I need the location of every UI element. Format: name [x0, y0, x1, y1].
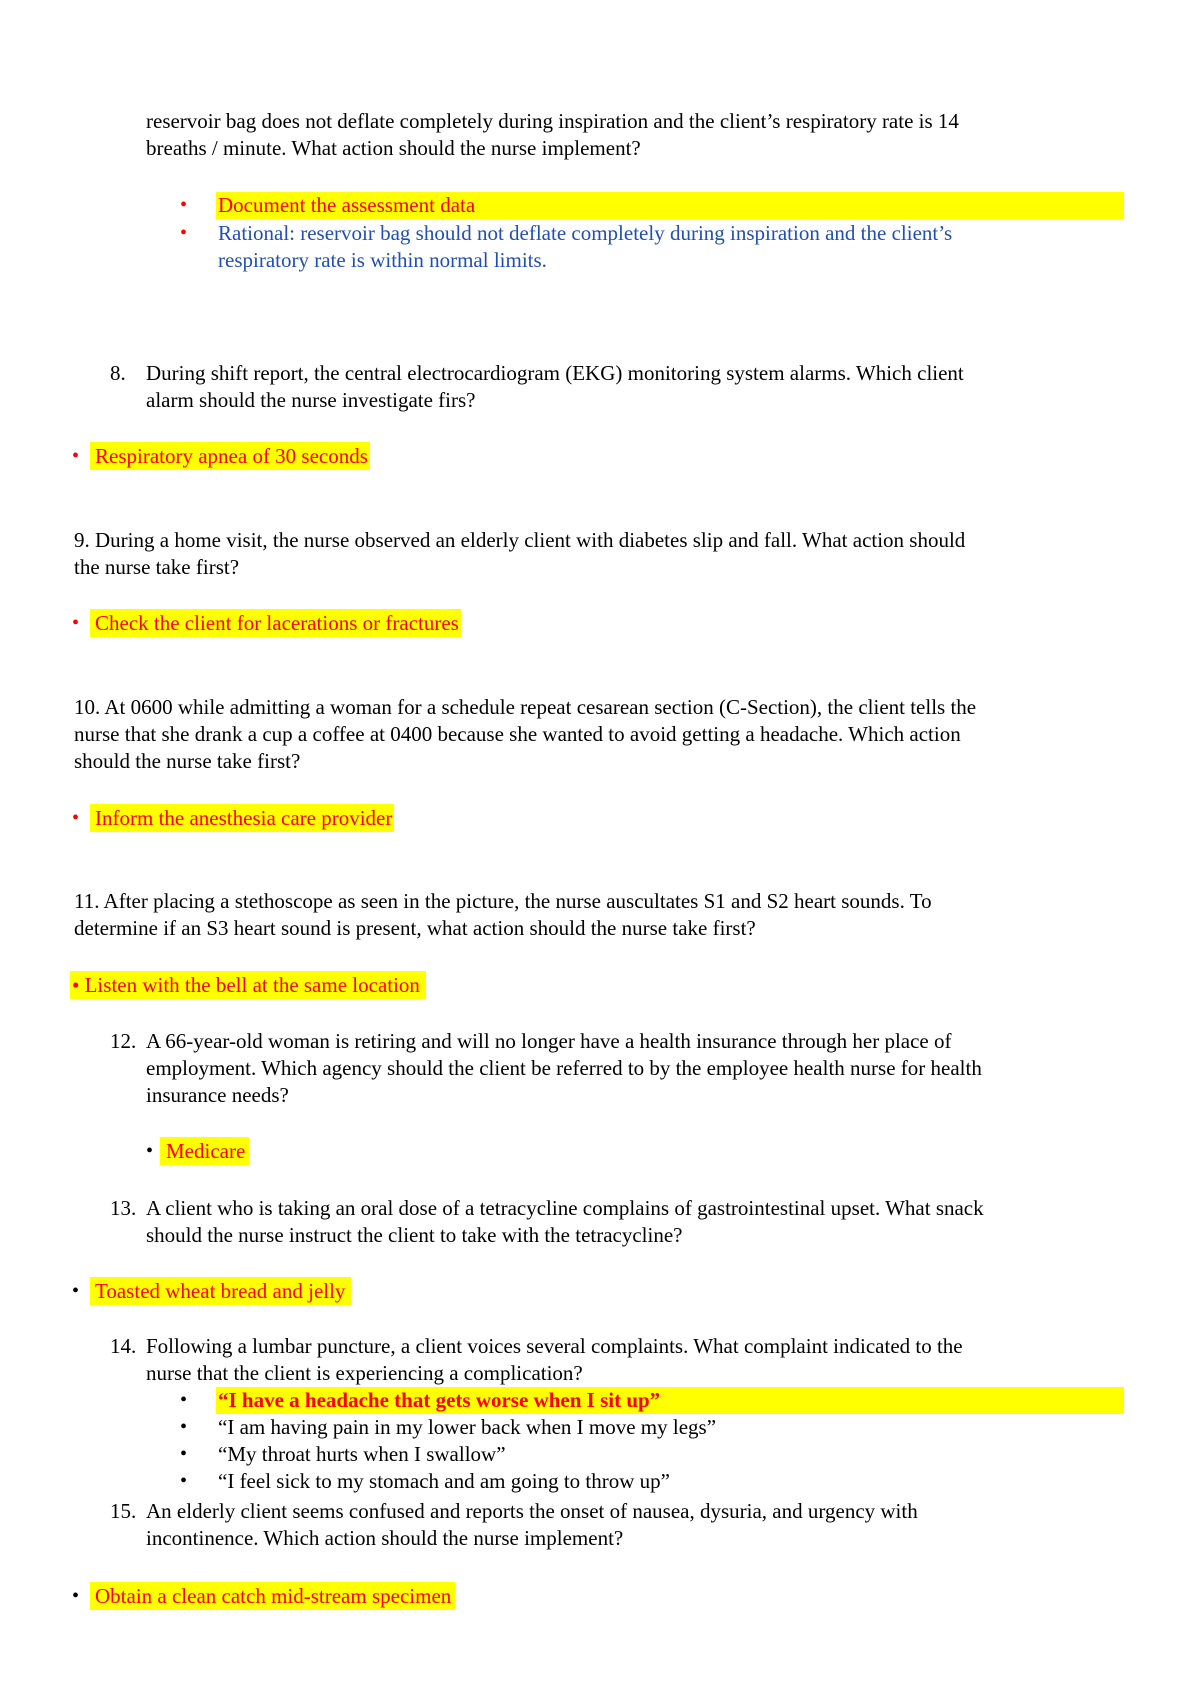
q10-answer: Inform the anesthesia care provider — [90, 804, 394, 832]
q7-question — [146, 108, 959, 162]
q12-question — [146, 1028, 982, 1109]
q12-line1: A 66-year-old woman is retiring and will no longer have a health insurance through her place of — [146, 1029, 952, 1053]
q15-number: 15. — [110, 1499, 137, 1523]
q13-answer-row — [90, 1278, 351, 1305]
q8-answer: Respiratory apnea of 30 seconds — [90, 442, 370, 470]
q14-option-4: “I feel sick to my stomach and am going to throw up” — [218, 1469, 670, 1493]
q11-question — [74, 888, 932, 942]
q10-answer-bullet: • — [72, 807, 80, 829]
q10-line3: should the nurse take first? — [74, 749, 301, 773]
q8-number: 8. — [110, 361, 126, 385]
q9-answer-row — [90, 610, 461, 637]
q9-line2: the nurse take first? — [74, 555, 240, 579]
q15-answer-row — [90, 1583, 455, 1610]
q11-answer-row — [70, 972, 426, 999]
q11-line2: determine if an S3 heart sound is present, what action should the nurse take first? — [74, 916, 756, 940]
q14-option-bullet-2: • — [180, 1416, 188, 1438]
q10-line2: nurse that she drank a cup a coffee at 0400 because she wanted to avoid getting a headache. Which action — [74, 722, 961, 746]
q15-answer-bullet: • — [72, 1585, 80, 1607]
q14-line1: Following a lumbar puncture, a client voices several complaints. What complaint indicated to the — [146, 1334, 963, 1358]
q13-line1: A client who is taking an oral dose of a tetracycline complains of gastrointestinal upset. What snack — [146, 1196, 984, 1220]
q9-answer: Check the client for lacerations or fractures — [90, 609, 461, 637]
q13-line2: should the nurse instruct the client to take with the tetracycline? — [146, 1223, 683, 1247]
q13-answer-bullet: • — [72, 1280, 80, 1302]
q7-rationale-line2: respiratory rate is within normal limits. — [218, 248, 547, 272]
q7-line1: reservoir bag does not deflate completely during inspiration and the client’s respiratory rate is 14 — [146, 109, 959, 133]
q8-question — [146, 360, 964, 414]
q12-answer-bullet: • — [146, 1140, 154, 1162]
q7-rationale — [218, 220, 952, 274]
q8-answer-bullet: • — [72, 445, 80, 467]
q7-answer: Document the assessment data — [218, 193, 476, 217]
q7-answer-bullet: • — [180, 194, 188, 216]
q7-line2: breaths / minute. What action should the nurse implement? — [146, 136, 641, 160]
q10-answer-row — [90, 805, 394, 832]
q11-line1: 11. After placing a stethoscope as seen in the picture, the nurse auscultates S1 and S2 heart sounds. To — [74, 889, 932, 913]
q9-question — [74, 527, 965, 581]
q14-number: 14. — [110, 1334, 137, 1358]
q10-line1: 10. At 0600 while admitting a woman for a schedule repeat cesarean section (C-Section), the client tells the — [74, 695, 977, 719]
q14-option-bullet-1: • — [180, 1389, 188, 1411]
q13-number: 13. — [110, 1196, 137, 1220]
q11-answer: Listen with the bell at the same location — [84, 973, 420, 997]
q8-answer-row — [90, 443, 370, 470]
q12-line3: insurance needs? — [146, 1083, 289, 1107]
q14-option-bullet-3: • — [180, 1443, 188, 1465]
q15-line2: incontinence. Which action should the nurse implement? — [146, 1526, 624, 1550]
q12-line2: employment. Which agency should the client be referred to by the employee health nurse for health — [146, 1056, 982, 1080]
q15-question — [146, 1498, 918, 1552]
q7-rationale-line1: Rational: reservoir bag should not deflate completely during inspiration and the client’s — [218, 221, 953, 245]
q13-question — [146, 1195, 984, 1249]
q14-line2: nurse that the client is experiencing a complication? — [146, 1361, 583, 1385]
q12-number: 12. — [110, 1029, 137, 1053]
q12-answer-row — [160, 1138, 249, 1165]
q15-line1: An elderly client seems confused and reports the onset of nausea, dysuria, and urgency with — [146, 1499, 918, 1523]
q11-answer-bullet: • — [72, 973, 80, 997]
q7-rationale-bullet: • — [180, 222, 188, 244]
q12-answer: Medicare — [160, 1137, 249, 1165]
q14-option-1: “I have a headache that gets worse when I sit up” — [218, 1388, 661, 1412]
q11-answer-highlight — [70, 971, 426, 999]
q8-line1: During shift report, the central electrocardiogram (EKG) monitoring system alarms. Which client — [146, 361, 964, 385]
q14-question — [146, 1333, 963, 1387]
q14-option-bullet-4: • — [180, 1470, 188, 1492]
q8-line2: alarm should the nurse investigate firs? — [146, 388, 476, 412]
q14-option-3: “My throat hurts when I swallow” — [218, 1442, 506, 1466]
q9-answer-bullet: • — [72, 612, 80, 634]
q10-question — [74, 694, 976, 775]
q9-line1: 9. During a home visit, the nurse observed an elderly client with diabetes slip and fall. What action should — [74, 528, 966, 552]
q14-option-2: “I am having pain in my lower back when I move my legs” — [218, 1415, 717, 1439]
q15-answer: Obtain a clean catch mid-stream specimen — [90, 1582, 455, 1610]
q13-answer: Toasted wheat bread and jelly — [90, 1277, 351, 1305]
